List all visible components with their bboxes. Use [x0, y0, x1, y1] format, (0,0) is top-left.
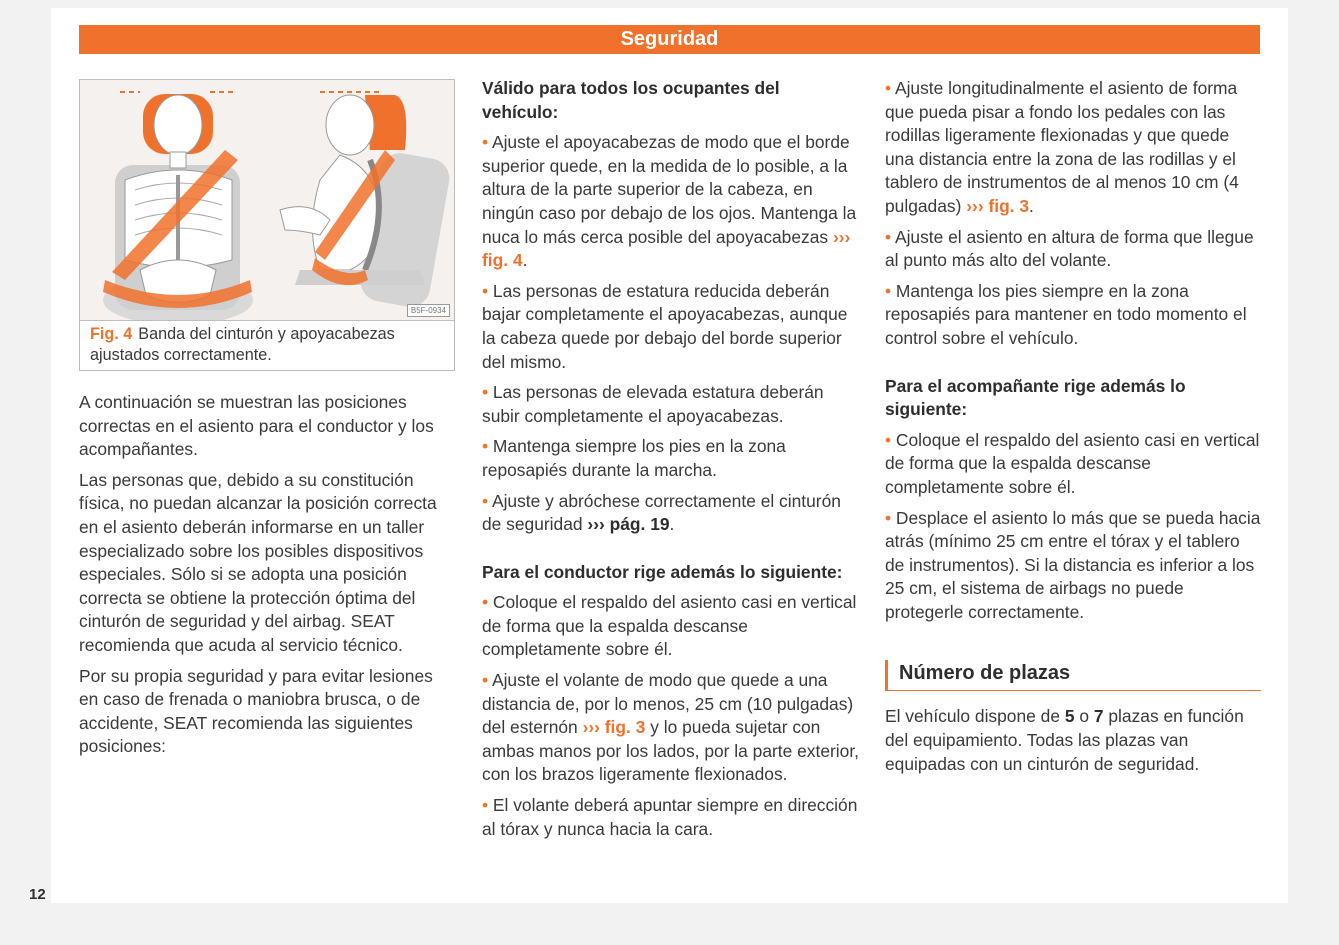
bullet-item: • Ajuste longitudinalmente el asiento de forma que pueda pisar a fondo los pedales con las rodillas ligeramente flexionadas y que quede una distancia entre la zona de las rodillas y el tablero de instrumentos de al menos 10 cm (4 pulgadas) ››› fig. 3.: [885, 78, 1239, 216]
bullet-dot-icon: •: [885, 226, 895, 247]
subheading: Para el acompañante rige además lo siguiente:: [885, 375, 1186, 420]
column-middle: [482, 77, 860, 848]
bullet-dot-icon: •: [482, 670, 492, 691]
bullet-item: • Ajuste el asiento en altura de forma que llegue al punto más alto del volante.: [885, 226, 1254, 271]
bullet-item: • Las personas de elevada estatura deberán subir completamente el apoyacabezas.: [482, 382, 824, 426]
bullet-dot-icon: •: [482, 592, 493, 613]
bullet-item: • Las personas de estatura reducida deberán bajar completamente el apoyacabezas, aunque la cabeza quede por debajo del borde superior del mismo.: [482, 280, 848, 372]
figure-caption-text: Banda del cinturón y apoyacabezas ajustados correctamente.: [90, 325, 395, 364]
cross-reference-link[interactable]: ››› fig. 3: [966, 195, 1030, 216]
cross-reference-link[interactable]: ››› fig. 4: [482, 226, 851, 271]
figure-4: [79, 79, 455, 371]
column-left: [79, 77, 455, 766]
bullet-item: • Ajuste y abróchese correctamente el cinturón de seguridad ››› pág. 19.: [482, 490, 841, 535]
bullet-dot-icon: •: [482, 490, 492, 511]
bullet-item: • Coloque el respaldo del asiento casi en vertical de forma que la espalda descanse completamente sobre él.: [482, 592, 857, 660]
bullet-dot-icon: •: [482, 436, 493, 457]
bullet-dot-icon: •: [482, 795, 493, 816]
bullet-dot-icon: •: [482, 280, 493, 301]
paragraph: El vehículo dispone de 5 o 7 plazas en función del equipamiento. Todas las plazas van equipadas con un cinturón de seguridad.: [885, 706, 1244, 774]
bullet-item: • Mantenga los pies siempre en la zona reposapiés para mantener en todo momento el control sobre el vehículo.: [885, 280, 1247, 348]
paragraph: A continuación se muestran las posiciones correctas en el asiento para el conductor y los acompañantes.: [79, 392, 434, 460]
seatbelt-headrest-illustration: [80, 80, 454, 321]
bullet-dot-icon: •: [885, 429, 896, 450]
bullet-dot-icon: •: [885, 507, 896, 528]
bullet-item: • Coloque el respaldo del asiento casi en vertical de forma que la espalda descanse completamente sobre él.: [885, 429, 1260, 497]
cross-reference-link[interactable]: ››› fig. 3: [582, 717, 646, 738]
bullet-item: • Ajuste el apoyacabezas de modo que el borde superior quede, en la medida de lo posible, a la altura de la parte superior de la cabeza, en ningún caso por debajo de los ojos. Mantenga la nuca lo más cerca posible del apoyacabezas ››› fig. 4.: [482, 132, 857, 271]
bullet-dot-icon: •: [482, 132, 492, 153]
subheading: Válido para todos los ocupantes del vehículo:: [482, 78, 780, 122]
bullet-item: • El volante deberá apuntar siempre en dirección al tórax y nunca hacia la cara.: [482, 795, 858, 839]
bullet-dot-icon: •: [885, 78, 895, 98]
bullet-dot-icon: •: [885, 280, 896, 301]
column-right: [885, 77, 1261, 783]
figure-label: Fig. 4: [90, 325, 133, 343]
page-number: 12: [29, 886, 46, 903]
figure-code: B5F-0934: [407, 304, 450, 317]
cross-reference-link[interactable]: ››› pág. 19: [587, 514, 670, 535]
section-title: Número de plazas: [885, 660, 1261, 691]
bullet-item: • Desplace el asiento lo más que se pueda hacia atrás (mínimo 25 cm entre el tórax y el tablero de instrumentos). Si la distancia es inferior a los 25 cm, el sistema de airbags no puede protegerle correctamente.: [885, 507, 1261, 622]
bullet-item: • Mantenga siempre los pies en la zona reposapiés durante la marcha.: [482, 436, 786, 480]
paragraph: Por su propia seguridad y para evitar lesiones en caso de frenada o maniobra brusca, o de accidente, SEAT recomienda las siguientes posiciones:: [79, 665, 433, 757]
subheading: Para el conductor rige además lo siguiente:: [482, 561, 843, 582]
bullet-dot-icon: •: [482, 382, 493, 403]
section-header: Seguridad: [79, 25, 1260, 54]
seatbelt-headrest-skeleton-illustration: [80, 80, 454, 320]
figure-caption: [90, 324, 446, 366]
paragraph: Las personas que, debido a su constitución física, no puedan alcanzar la posición correcta en el asiento deberán informarse en un taller especializado sobre los posibles dispositivos especiales. Sólo si se adopta una posición correcta se obtiene la protección óptima del cinturón de seguridad y del airbag. SEAT recomienda que acuda al servicio técnico.: [79, 469, 437, 655]
bullet-item: • Ajuste el volante de modo que quede a una distancia de, por lo menos, 25 cm (10 pulgadas) del esternón ››› fig. 3 y lo pueda sujetar con ambas manos por los lados, por la parte exterior, con los brazos ligeramente flexionados.: [482, 670, 859, 785]
